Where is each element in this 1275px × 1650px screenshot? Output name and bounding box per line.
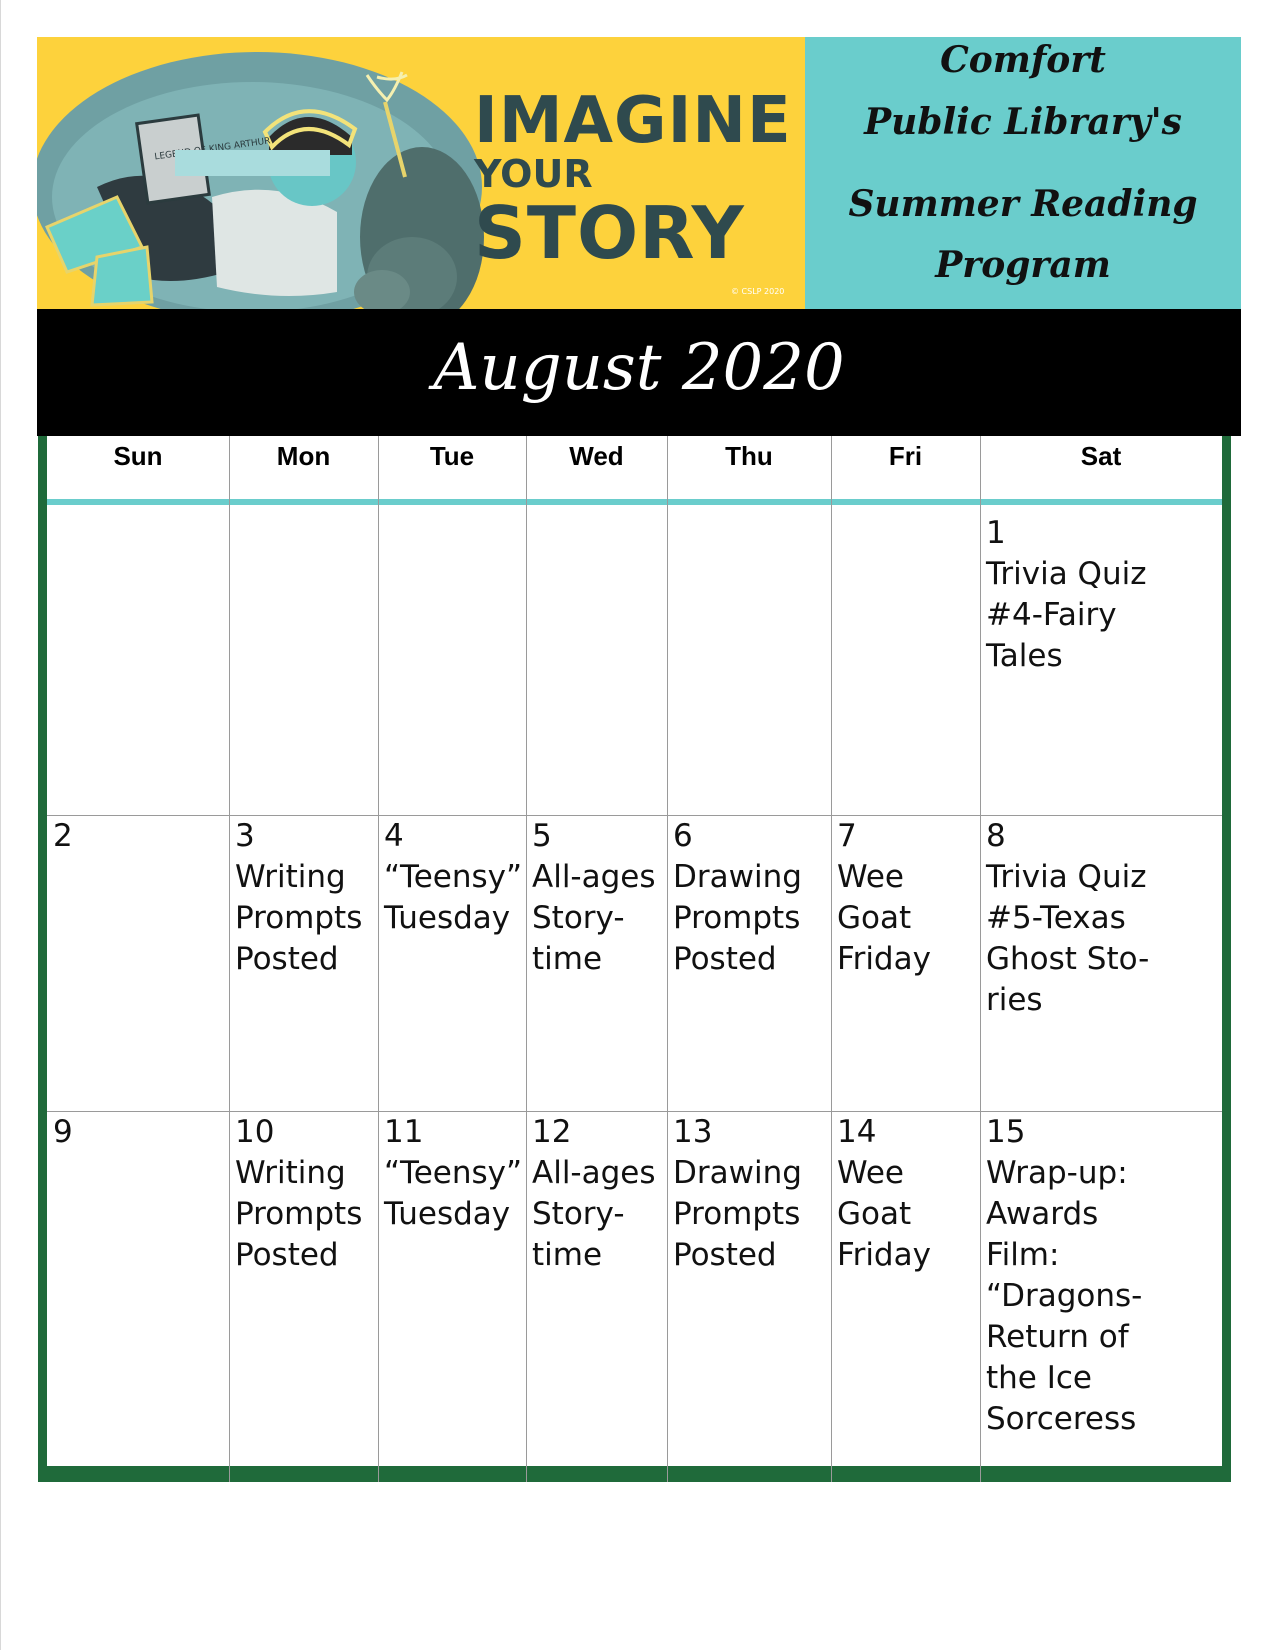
- day-event: “Teensy” Tuesday: [384, 1155, 523, 1232]
- day-event: Wrap-up: Awards Film: “Dragons- Return of the Ice Sorceress: [986, 1155, 1143, 1437]
- day-header-wed: Wed: [569, 441, 624, 471]
- day-event: Trivia Quiz #4-Fairy Tales: [986, 556, 1147, 674]
- day-cell: [378, 1112, 526, 1466]
- day-cell: [378, 816, 526, 1111]
- day-cell: [47, 513, 229, 815]
- day-number: 13: [673, 1114, 713, 1150]
- day-cell: [229, 816, 378, 1111]
- day-cell: [526, 513, 667, 815]
- calendar-grid: [38, 436, 1232, 1482]
- day-number: 9: [53, 1114, 73, 1150]
- day-event: Writing Prompts Posted: [235, 1155, 363, 1273]
- day-cell: [526, 816, 667, 1111]
- book-title-text: LEGEND KING ARTHUR: [153, 136, 272, 163]
- day-cell: [667, 1112, 831, 1466]
- day-event: Drawing Prompts Posted: [673, 859, 802, 977]
- day-cell: [229, 513, 378, 815]
- day-event: Wee Goat Friday: [837, 1155, 931, 1273]
- calendar-border-bottom: [38, 1466, 1231, 1482]
- logo-imagine: IMAGINE: [474, 84, 792, 158]
- day-cell: [667, 513, 831, 815]
- header-divider: [47, 499, 1222, 505]
- day-number: 14: [837, 1114, 877, 1150]
- day-number: 10: [235, 1114, 275, 1150]
- month-title: August 2020: [433, 331, 845, 405]
- day-number: 15: [986, 1114, 1026, 1150]
- page-edge: [0, 0, 1, 1650]
- day-event: All-ages Story- time: [532, 1155, 656, 1273]
- library-title-line-2: Public Library's: [864, 101, 1182, 143]
- day-cell: [831, 816, 980, 1111]
- library-program-title: [805, 37, 1241, 309]
- day-event: Trivia Quiz #5-Texas Ghost Sto- ries: [986, 859, 1150, 1018]
- day-number: 11: [384, 1114, 424, 1150]
- day-event: Wee Goat Friday: [837, 859, 931, 977]
- day-number: 3: [235, 818, 255, 854]
- day-cell: [667, 816, 831, 1111]
- day-cell: [980, 816, 1222, 1111]
- day-cell: [47, 1112, 229, 1466]
- month-title-band: [37, 309, 1241, 436]
- day-number: 7: [837, 818, 857, 854]
- day-event: “Teensy” Tuesday: [384, 859, 523, 936]
- library-title-line-1: Comfort: [940, 39, 1106, 81]
- day-cell: [47, 816, 229, 1111]
- day-cell: [831, 1112, 980, 1466]
- day-cell: [980, 1112, 1222, 1466]
- logo-story: STORY: [474, 191, 745, 275]
- day-cell: [526, 1112, 667, 1466]
- day-header-thu: Thu: [725, 441, 773, 471]
- day-cell: [831, 513, 980, 815]
- library-title-line-3: Summer Reading: [848, 183, 1198, 225]
- imagine-your-story-logo: [474, 84, 792, 275]
- day-cell: [980, 513, 1222, 815]
- day-header-sun: Sun: [113, 441, 163, 471]
- calendar-border-right: [1222, 436, 1231, 1482]
- day-number: 6: [673, 818, 693, 854]
- day-cell: [229, 1112, 378, 1466]
- calendar-border-left: [38, 436, 47, 1482]
- day-event: All-ages Story- time: [532, 859, 656, 977]
- day-header-tue: Tue: [429, 441, 475, 471]
- day-number: 5: [532, 818, 552, 854]
- day-number: 8: [986, 818, 1006, 854]
- header: [37, 37, 1241, 309]
- day-header-fri: Fri: [888, 441, 923, 471]
- day-header-mon: Mon: [276, 441, 331, 471]
- copyright-text: © CSLP 2020: [731, 287, 785, 296]
- day-cell: [378, 513, 526, 815]
- day-event: Writing Prompts Posted: [235, 859, 363, 977]
- imagine-your-story-banner: [37, 37, 805, 309]
- day-number: 2: [53, 818, 73, 854]
- day-number: 4: [384, 818, 404, 854]
- day-number: 12: [532, 1114, 572, 1150]
- logo-your: YOUR: [474, 152, 593, 196]
- day-number: 1: [986, 515, 1006, 551]
- library-title-line-4: Program: [935, 244, 1111, 286]
- day-event: Drawing Prompts Posted: [673, 1155, 802, 1273]
- day-header-sat: Sat: [1080, 441, 1122, 471]
- logo-blank-box: [175, 150, 330, 176]
